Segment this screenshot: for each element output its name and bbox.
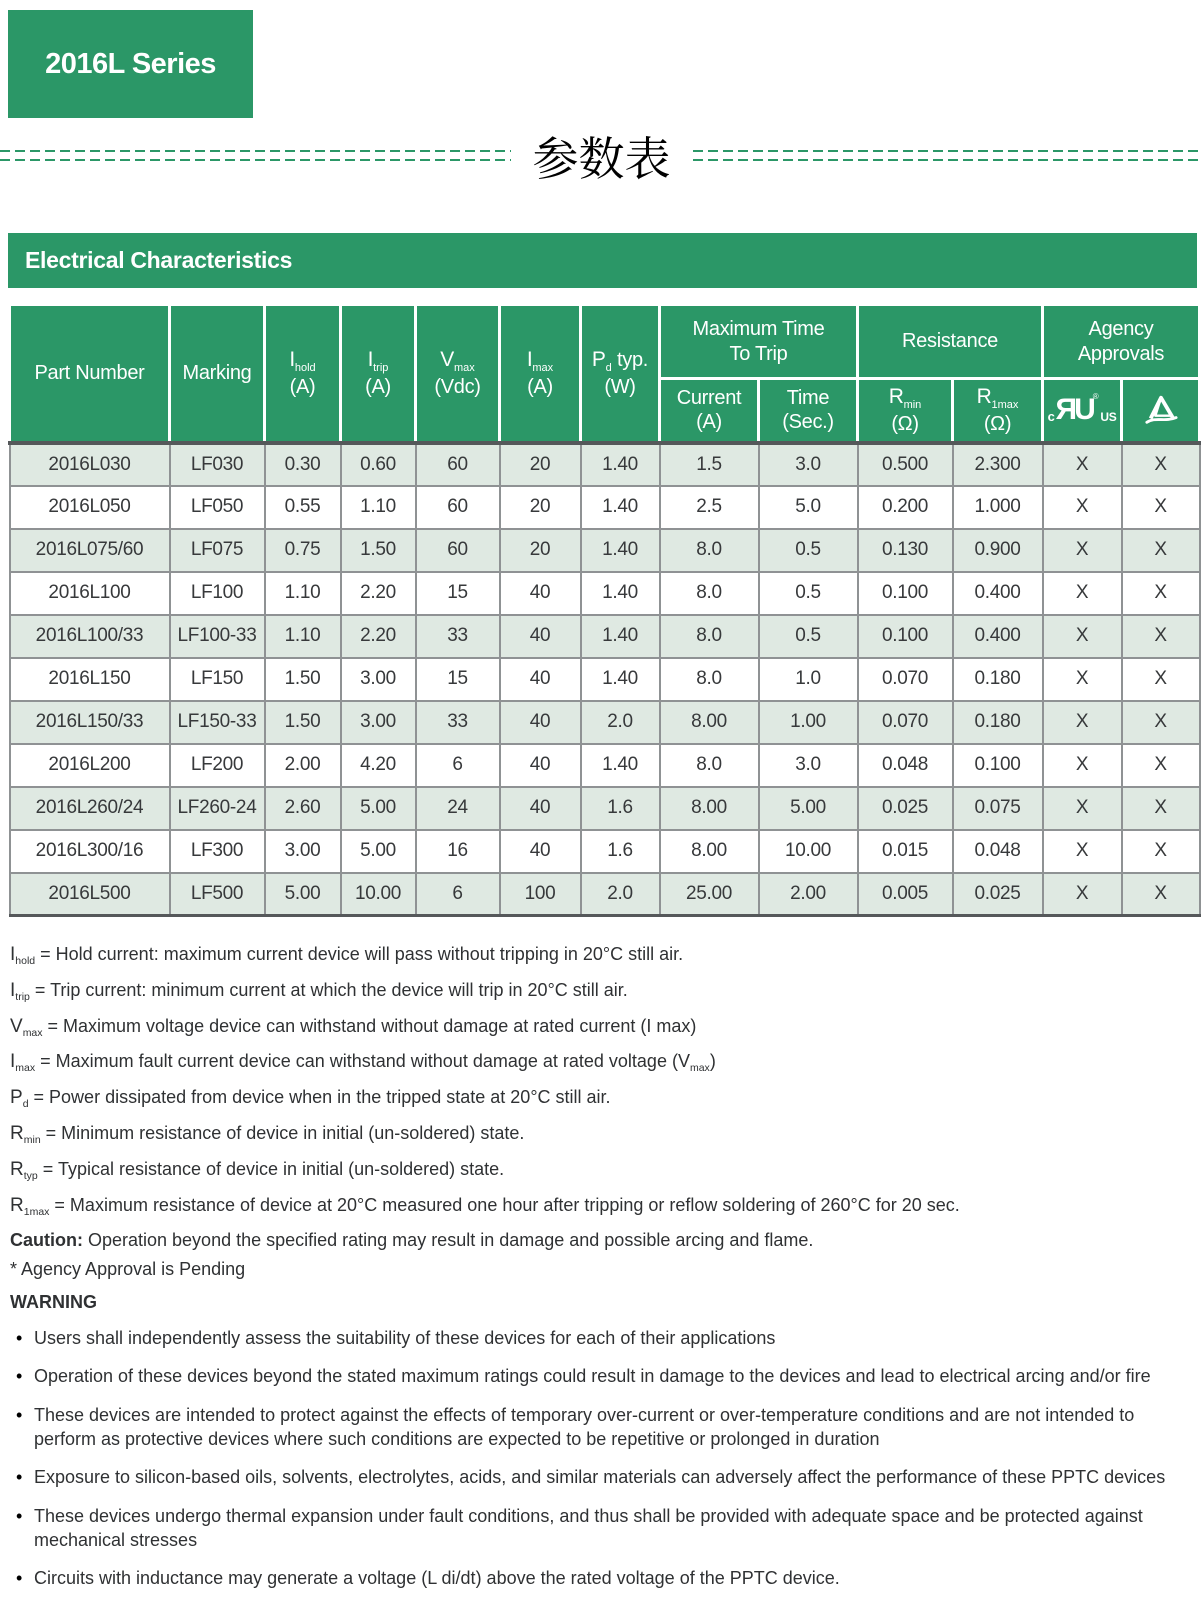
cell: 15 — [416, 572, 500, 615]
footnote-text: Operation beyond the specified rating may result in damage and possible arcing and flame. — [83, 1230, 813, 1250]
cell: 2016L150 — [10, 658, 170, 701]
cell: 1.000 — [953, 486, 1043, 529]
decorative-dashed-rule-right — [693, 150, 1203, 162]
footnote-line — [10, 1119, 1198, 1155]
current-label: Current — [677, 387, 742, 409]
r-min-unit: (Ω) — [891, 413, 918, 435]
r-1max-unit: (Ω) — [984, 413, 1011, 435]
pd-unit: (W) — [604, 376, 635, 398]
footnote-text: max — [690, 1062, 710, 1074]
cell: 60 — [416, 443, 500, 486]
warning-bullet: • Users shall independently assess the suitability of these devices for each of their applications — [10, 1327, 1198, 1351]
col-header-i-hold — [265, 305, 341, 443]
cell: 2.300 — [953, 443, 1043, 486]
cell: 20 — [500, 443, 581, 486]
cell: 2016L050 — [10, 486, 170, 529]
footnotes-and-warnings — [10, 940, 1198, 1605]
section-title: Electrical Characteristics — [25, 247, 292, 274]
cell: 5.0 — [759, 486, 858, 529]
cell: 1.40 — [581, 486, 660, 529]
cell: LF100-33 — [170, 615, 265, 658]
cell: 40 — [500, 787, 581, 830]
cell: 8.00 — [660, 830, 759, 873]
cell: X — [1043, 572, 1122, 615]
cell: X — [1043, 830, 1122, 873]
footnote-text: d — [23, 1098, 29, 1110]
col-header-pd-typ — [581, 305, 660, 443]
cell: X — [1122, 787, 1200, 830]
cell: X — [1122, 486, 1200, 529]
cell: 2.5 — [660, 486, 759, 529]
cell: 1.0 — [759, 658, 858, 701]
table-row — [10, 572, 1200, 615]
cell: 1.40 — [581, 744, 660, 787]
cell: 5.00 — [341, 830, 416, 873]
cell: X — [1043, 701, 1122, 744]
footnote-text: = Typical resistance of device in initial (un-soldered) state. — [38, 1159, 504, 1179]
ul-us-suffix: US — [1100, 411, 1116, 423]
i-max-unit: (A) — [527, 376, 553, 398]
cell: 2.20 — [341, 572, 416, 615]
series-badge — [8, 10, 253, 118]
cell: 1.5 — [660, 443, 759, 486]
parameter-table-title-band — [0, 124, 1203, 188]
cell: 0.5 — [759, 572, 858, 615]
footnote-text: * Agency Approval is Pending — [10, 1259, 245, 1279]
footnote-text: typ — [24, 1170, 38, 1182]
r-min-symbol: R — [889, 385, 904, 408]
warning-bullet: • Circuits with inductance may generate a voltage (L di/dt) above the rated voltage of the PPTC device. — [10, 1567, 1198, 1591]
cell: 15 — [416, 658, 500, 701]
cell: 1.00 — [759, 701, 858, 744]
cell: 3.00 — [341, 701, 416, 744]
cell: 2.60 — [265, 787, 341, 830]
footnote-line — [10, 976, 1198, 1012]
footnote-text: = Minimum resistance of device in initial (un-soldered) state. — [41, 1123, 525, 1143]
footnote-text: trip — [15, 991, 30, 1003]
cell: 0.100 — [858, 572, 953, 615]
table-row — [10, 443, 1200, 486]
cell: 1.40 — [581, 572, 660, 615]
cell: 33 — [416, 615, 500, 658]
cell: 0.60 — [341, 443, 416, 486]
cell: 1.40 — [581, 443, 660, 486]
table-row — [10, 658, 1200, 701]
group-header-resistance: Resistance — [858, 305, 1043, 379]
cell: 0.55 — [265, 486, 341, 529]
cell: X — [1043, 486, 1122, 529]
cell: 4.20 — [341, 744, 416, 787]
footnote-line — [10, 1083, 1198, 1119]
cell: 0.005 — [858, 873, 953, 916]
ul-core-glyph: ЯU — [1056, 395, 1093, 425]
cell: 20 — [500, 529, 581, 572]
cell: 10.00 — [759, 830, 858, 873]
footnote-text: I — [10, 1051, 15, 1072]
cell: X — [1122, 572, 1200, 615]
cell: X — [1122, 658, 1200, 701]
cell: 1.6 — [581, 787, 660, 830]
cell: X — [1122, 830, 1200, 873]
cell: X — [1043, 744, 1122, 787]
cell: 1.40 — [581, 529, 660, 572]
cell: LF030 — [170, 443, 265, 486]
cell: LF200 — [170, 744, 265, 787]
agency-line1: Agency — [1089, 318, 1154, 340]
cell: 2.00 — [265, 744, 341, 787]
cell: 0.500 — [858, 443, 953, 486]
warning-bullet: • These devices are intended to protect against the effects of temporary over-current or over-temperature conditions and are not intended to perform as protective devices where such conditions are expected to be repetitive or prolonged in duration — [10, 1404, 1198, 1452]
cell: X — [1122, 443, 1200, 486]
v-max-unit: (Vdc) — [434, 376, 480, 398]
cell: 0.048 — [858, 744, 953, 787]
cell: X — [1122, 615, 1200, 658]
cell: 8.0 — [660, 529, 759, 572]
footnote-text: V — [10, 1016, 23, 1037]
cell: 0.100 — [858, 615, 953, 658]
r-1max-symbol: R — [977, 385, 992, 408]
cell: 8.0 — [660, 744, 759, 787]
cell: 5.00 — [265, 873, 341, 916]
table-row — [10, 486, 1200, 529]
cell: LF050 — [170, 486, 265, 529]
table-row — [10, 529, 1200, 572]
sub-header-r-min — [858, 379, 953, 443]
footnote-text: = Trip current: minimum current at which the device will trip in 20°C still air. — [30, 980, 628, 1000]
footnotes-block — [10, 940, 1198, 1284]
cell: 8.00 — [660, 787, 759, 830]
cell: 2016L300/16 — [10, 830, 170, 873]
cell: 1.10 — [341, 486, 416, 529]
footnote-text: R — [10, 1123, 24, 1144]
footnote-text: = Maximum fault current device can withstand without damage at rated voltage (V — [35, 1051, 690, 1071]
footnote-text: = Maximum voltage device can withstand without damage at rated current (I max) — [43, 1016, 697, 1036]
cell: 5.00 — [341, 787, 416, 830]
footnote-text: = Maximum resistance of device at 20°C measured one hour after tripping or reflow soldering of 260°C for 20 sec. — [49, 1195, 959, 1215]
electrical-characteristics-table — [8, 303, 1197, 917]
cell: 25.00 — [660, 873, 759, 916]
sub-header-triangle-approval — [1122, 379, 1200, 443]
cell: 0.025 — [858, 787, 953, 830]
group-header-max-time-to-trip — [660, 305, 858, 379]
cell: LF260-24 — [170, 787, 265, 830]
cell: 0.100 — [953, 744, 1043, 787]
i-trip-subscript: trip — [373, 362, 388, 374]
ul-c-prefix: c — [1048, 410, 1055, 423]
cell: 0.025 — [953, 873, 1043, 916]
i-hold-unit: (A) — [290, 376, 316, 398]
sub-header-r-1max — [953, 379, 1043, 443]
cell: 0.200 — [858, 486, 953, 529]
v-max-subscript: max — [454, 362, 475, 374]
col-header-marking: Marking — [170, 305, 265, 443]
cell: X — [1043, 658, 1122, 701]
table-row — [10, 787, 1200, 830]
cell: 2016L200 — [10, 744, 170, 787]
cell: 60 — [416, 529, 500, 572]
series-title: 2016L Series — [45, 48, 216, 81]
cell: 5.00 — [759, 787, 858, 830]
footnote-line — [10, 1012, 1198, 1048]
i-trip-unit: (A) — [365, 376, 391, 398]
cell: 3.0 — [759, 744, 858, 787]
cell: 8.00 — [660, 701, 759, 744]
cell: LF500 — [170, 873, 265, 916]
i-hold-symbol: I — [289, 348, 295, 371]
v-max-symbol: V — [440, 348, 454, 371]
footnote-text: max — [15, 1062, 35, 1074]
cell: 3.0 — [759, 443, 858, 486]
pd-symbol: P — [592, 348, 606, 371]
footnote-line — [10, 1155, 1198, 1191]
cell: 0.5 — [759, 615, 858, 658]
cell: 2016L150/33 — [10, 701, 170, 744]
footnote-line — [10, 1191, 1198, 1227]
cell: 0.900 — [953, 529, 1043, 572]
cell: 2016L100 — [10, 572, 170, 615]
max-time-line1: Maximum Time — [693, 318, 825, 340]
cell: 0.180 — [953, 701, 1043, 744]
cell: 2016L500 — [10, 873, 170, 916]
agency-line2: Approvals — [1078, 343, 1164, 365]
section-header — [8, 233, 1197, 288]
current-unit: (A) — [696, 411, 722, 433]
table-row — [10, 744, 1200, 787]
cell: 2.0 — [581, 701, 660, 744]
max-time-line2: To Trip — [730, 343, 788, 365]
cell: 0.075 — [953, 787, 1043, 830]
cell: 0.30 — [265, 443, 341, 486]
i-trip-symbol: I — [368, 348, 374, 371]
cell: 0.400 — [953, 572, 1043, 615]
cell: 40 — [500, 830, 581, 873]
cell: X — [1043, 443, 1122, 486]
cell: 0.015 — [858, 830, 953, 873]
footnote-text: max — [23, 1027, 43, 1039]
cell: 2.20 — [341, 615, 416, 658]
group-header-agency-approvals — [1043, 305, 1200, 379]
footnote-text: min — [24, 1134, 41, 1146]
cell: 1.6 — [581, 830, 660, 873]
footnote-text: = Hold current: maximum current device will pass without tripping in 20°C still air. — [35, 944, 683, 964]
footnote-text: P — [10, 1087, 23, 1108]
i-max-symbol: I — [527, 348, 533, 371]
warning-bullet: • Operation of these devices beyond the stated maximum ratings could result in damage to the devices and lead to electrical arcing and/or fire — [10, 1365, 1198, 1389]
footnote-text: hold — [15, 955, 35, 967]
cell: 8.0 — [660, 615, 759, 658]
cell: X — [1122, 873, 1200, 916]
cell: LF300 — [170, 830, 265, 873]
sub-header-cul-us — [1043, 379, 1122, 443]
spec-table — [8, 303, 1201, 917]
cell: X — [1043, 787, 1122, 830]
i-hold-subscript: hold — [295, 362, 316, 374]
cell: X — [1043, 873, 1122, 916]
cell: 1.50 — [265, 658, 341, 701]
footnote-text: I — [10, 944, 15, 965]
sub-header-current — [660, 379, 759, 443]
sub-header-time — [759, 379, 858, 443]
table-row — [10, 701, 1200, 744]
footnote-text: 1max — [24, 1206, 50, 1218]
footnote-text: Caution: — [10, 1230, 83, 1250]
cell: 1.10 — [265, 572, 341, 615]
cell: 16 — [416, 830, 500, 873]
cell: 40 — [500, 615, 581, 658]
cell: 0.180 — [953, 658, 1043, 701]
warning-heading: WARNING — [10, 1292, 1198, 1313]
cell: LF100 — [170, 572, 265, 615]
table-row — [10, 615, 1200, 658]
footnote-line — [10, 940, 1198, 976]
warning-bullet-list — [10, 1327, 1198, 1591]
cell: 40 — [500, 701, 581, 744]
cell: 20 — [500, 486, 581, 529]
cell: X — [1122, 529, 1200, 572]
cell: X — [1043, 529, 1122, 572]
page-title: 参数表 — [511, 123, 693, 189]
cell: 2016L075/60 — [10, 529, 170, 572]
time-label: Time — [787, 387, 830, 409]
cell: 1.40 — [581, 658, 660, 701]
col-header-i-trip — [341, 305, 416, 443]
footnote-text: ) — [710, 1051, 716, 1071]
cell: 24 — [416, 787, 500, 830]
cell: X — [1122, 701, 1200, 744]
table-row — [10, 873, 1200, 916]
footnote-text: = Power dissipated from device when in the tripped state at 20°C still air. — [29, 1087, 611, 1107]
cell: 3.00 — [265, 830, 341, 873]
cell: 2016L030 — [10, 443, 170, 486]
cell: 60 — [416, 486, 500, 529]
cell: LF150-33 — [170, 701, 265, 744]
cell: 0.400 — [953, 615, 1043, 658]
decorative-dashed-rule-left — [0, 150, 511, 162]
cell: 1.50 — [341, 529, 416, 572]
cell: 0.130 — [858, 529, 953, 572]
r-min-subscript: min — [904, 399, 922, 411]
cell: 2016L100/33 — [10, 615, 170, 658]
footnote-text: R — [10, 1195, 24, 1216]
col-header-i-max — [500, 305, 581, 443]
cell: 1.50 — [265, 701, 341, 744]
pd-subscript: d — [606, 362, 612, 374]
cell: 0.5 — [759, 529, 858, 572]
warning-bullet: • These devices undergo thermal expansion under fault conditions, and thus shall be provided with adequate space and be protected against mechanical stresses — [10, 1505, 1198, 1553]
cell: 6 — [416, 873, 500, 916]
cell: 2.0 — [581, 873, 660, 916]
pd-suffix: typ. — [612, 349, 648, 371]
col-header-v-max — [416, 305, 500, 443]
cell: 40 — [500, 744, 581, 787]
time-unit: (Sec.) — [782, 411, 834, 433]
footnote-line — [10, 1255, 1198, 1284]
i-max-subscript: max — [532, 362, 553, 374]
cell: 33 — [416, 701, 500, 744]
cell: LF075 — [170, 529, 265, 572]
table-row — [10, 830, 1200, 873]
cell: X — [1043, 615, 1122, 658]
cell: 1.10 — [265, 615, 341, 658]
cell: 0.070 — [858, 701, 953, 744]
cell: 8.0 — [660, 658, 759, 701]
triangle-approval-icon — [1125, 393, 1196, 427]
cell: 8.0 — [660, 572, 759, 615]
cell: 0.048 — [953, 830, 1043, 873]
footnote-line — [10, 1047, 1198, 1083]
cell: 3.00 — [341, 658, 416, 701]
cell: 40 — [500, 658, 581, 701]
cell: 40 — [500, 572, 581, 615]
registered-symbol: ® — [1093, 393, 1099, 401]
cell: 10.00 — [341, 873, 416, 916]
cell: 0.070 — [858, 658, 953, 701]
footnote-text: R — [10, 1159, 24, 1180]
cell: 1.40 — [581, 615, 660, 658]
warning-bullet: • Exposure to silicon-based oils, solvents, electrolytes, acids, and similar materials can adversely affect the performance of these PPTC devices — [10, 1466, 1198, 1490]
r-1max-subscript: 1max — [991, 399, 1018, 411]
cell: 2.00 — [759, 873, 858, 916]
cell: 6 — [416, 744, 500, 787]
cell: 0.75 — [265, 529, 341, 572]
cell: 2016L260/24 — [10, 787, 170, 830]
col-header-part-number: Part Number — [10, 305, 170, 443]
cell: LF150 — [170, 658, 265, 701]
footnote-line — [10, 1226, 1198, 1255]
footnote-text: I — [10, 980, 15, 1001]
cul-us-mark-icon — [1048, 393, 1117, 423]
cell: X — [1122, 744, 1200, 787]
cell: 100 — [500, 873, 581, 916]
